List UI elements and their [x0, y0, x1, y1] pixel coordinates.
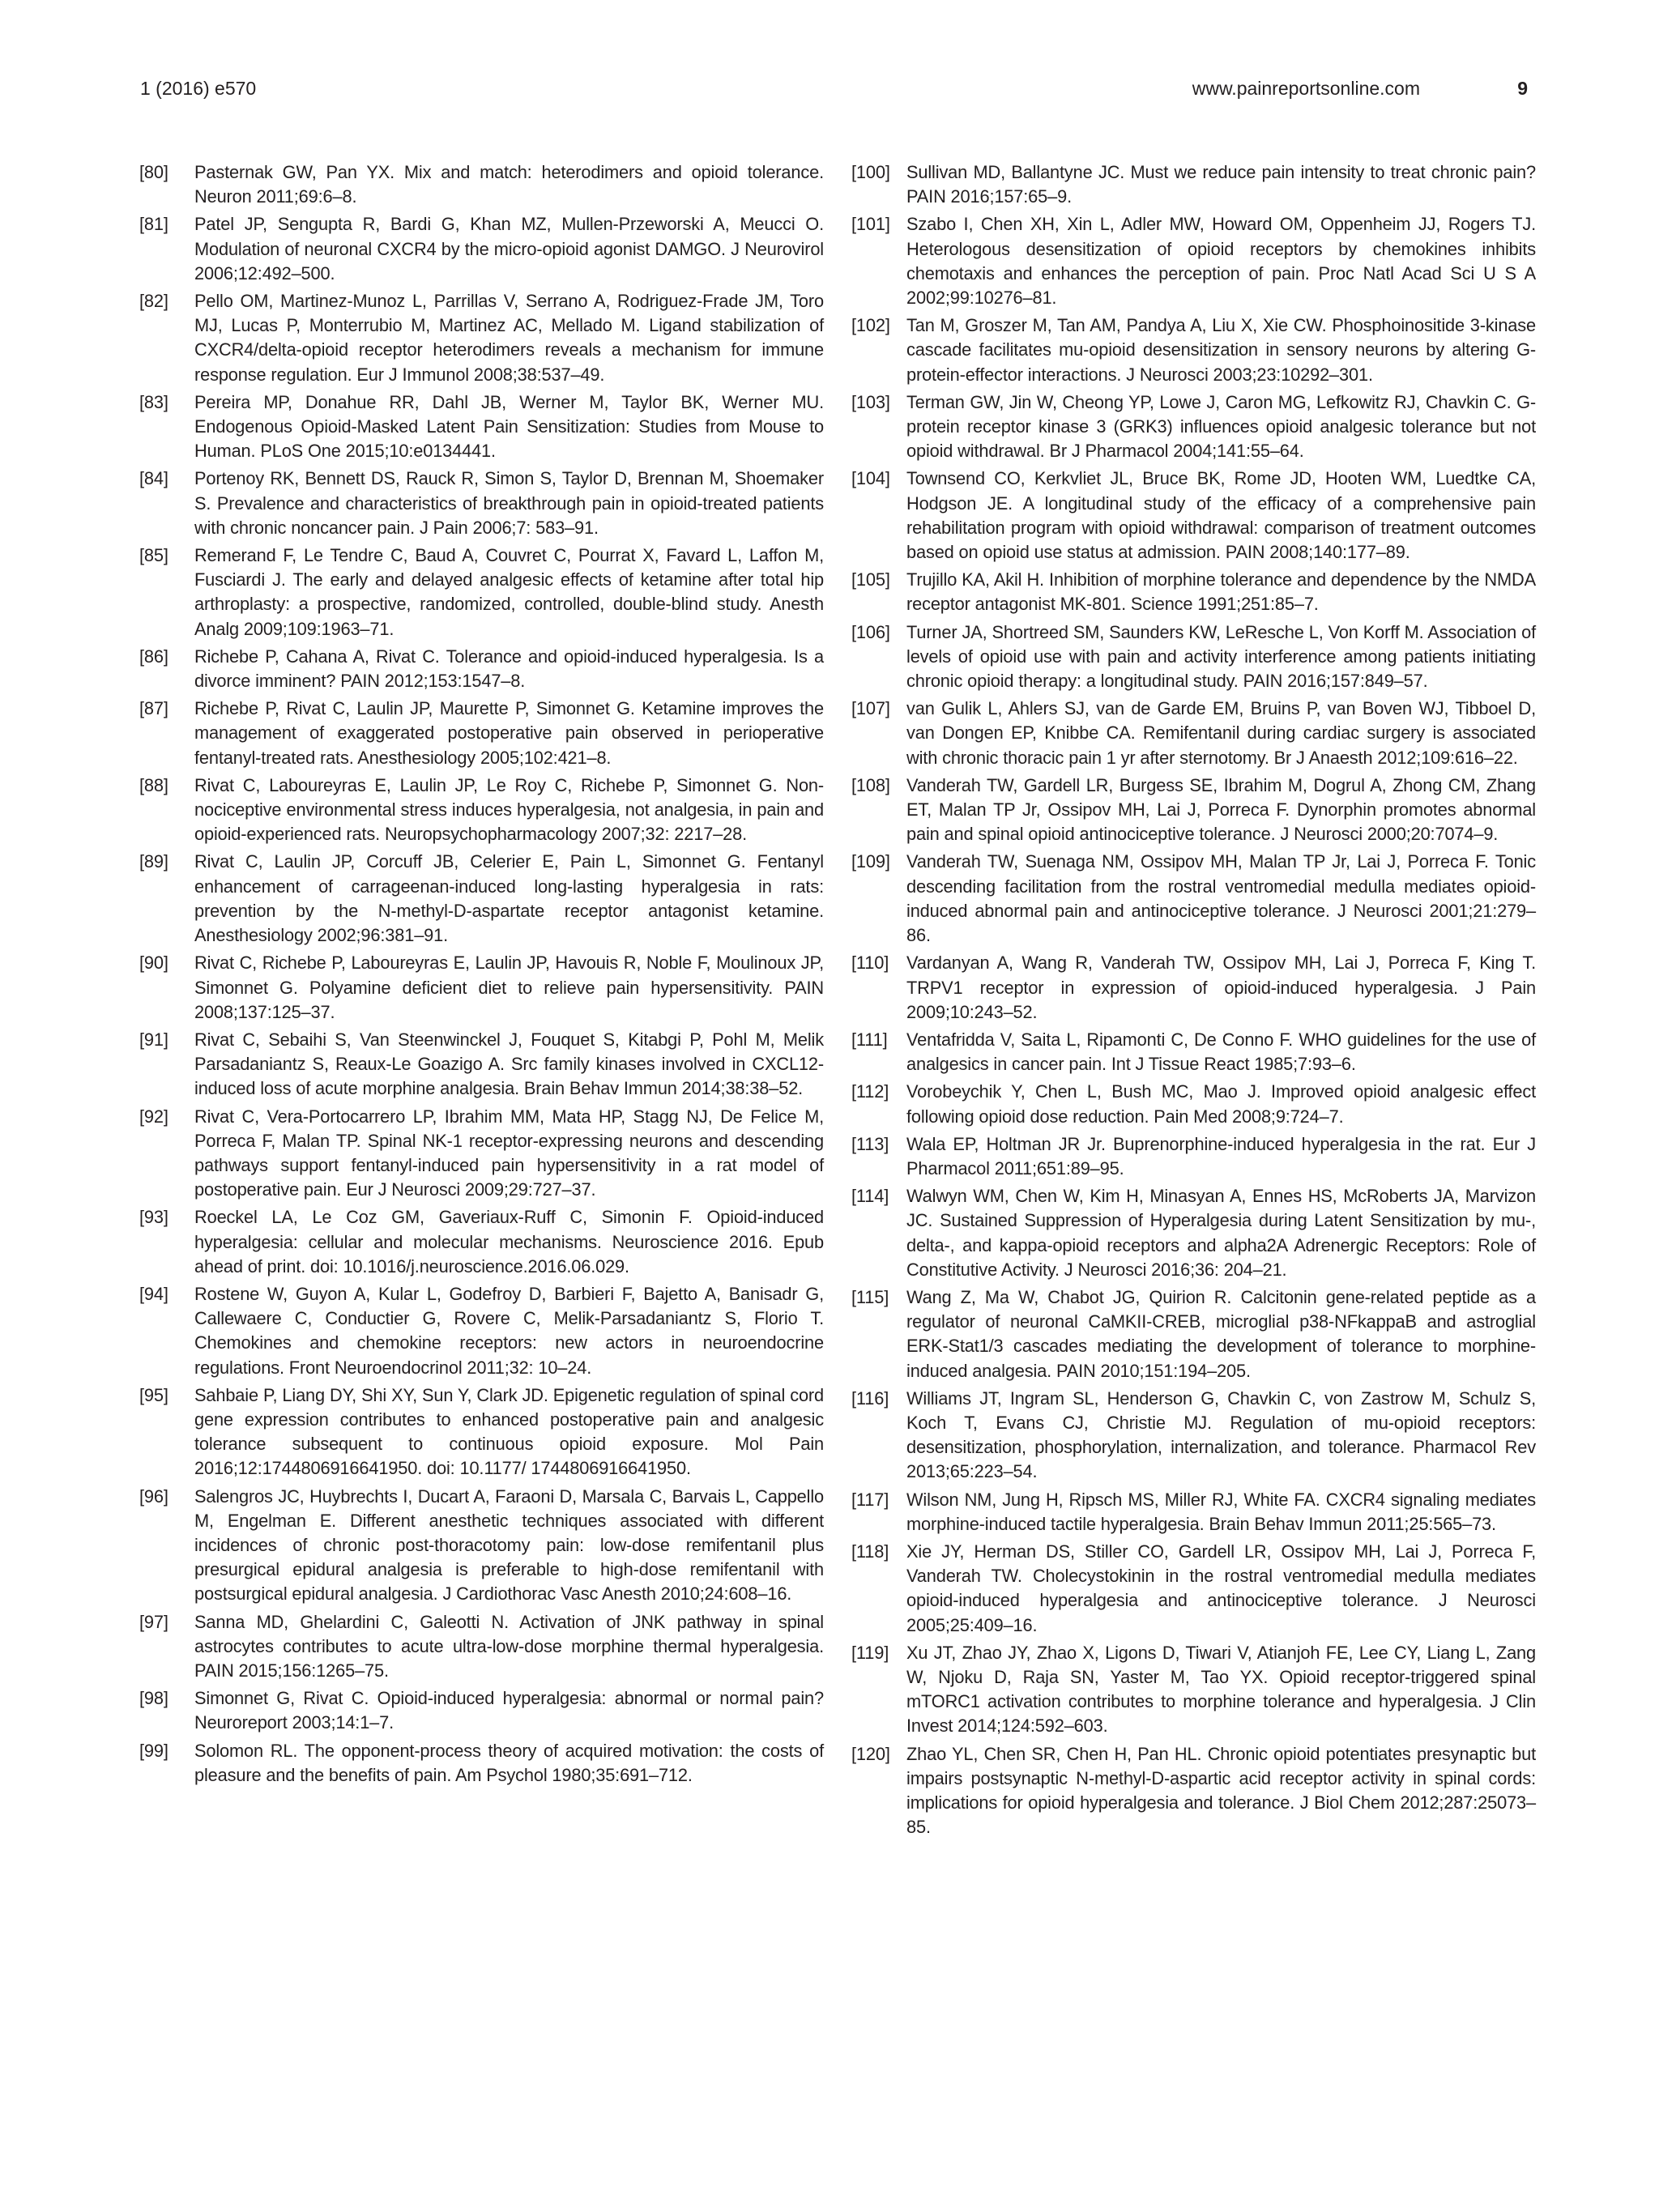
reference-number: [119] — [851, 1642, 889, 1663]
reference-number: [104] — [851, 468, 890, 489]
reference-entry — [851, 1028, 1536, 1076]
reference-entry — [139, 697, 824, 770]
reference-entry — [139, 951, 824, 1025]
reference-number: [90] — [139, 953, 168, 974]
reference-entry — [139, 1282, 824, 1380]
reference-text: Townsend CO, Kerkvliet JL, Bruce BK, Rome JD, Hooten WM, Luedtke CA, Hodgson JE. A longitudinal study of the efficacy of a comprehensive pain rehabilitation program with opioid withdrawal: comparison of treatment outcomes based on opioid use status at admission. PAIN 2008;140:177–89. — [906, 468, 1536, 563]
reference-entry — [139, 1686, 824, 1735]
reference-text: Pasternak GW, Pan YX. Mix and match: heterodimers and opioid tolerance. Neuron 2011;69:6–8. — [194, 162, 824, 207]
reference-number: [82] — [139, 291, 168, 312]
reference-entry — [139, 390, 824, 464]
journal-url[interactable]: www.painreportsonline.com — [1192, 78, 1420, 99]
reference-text: van Gulik L, Ahlers SJ, van de Garde EM, Bruins P, van Boven WJ, Tibboel D, van Dongen EP, Knibbe CA. Remifentanil during cardiac surgery is associated with chronic thoracic pain 1 yr after sternotomy. Br J Anaesth 2012;109:616–22. — [906, 698, 1536, 768]
reference-entry — [851, 1080, 1536, 1128]
reference-text: Salengros JC, Huybrechts I, Ducart A, Faraoni D, Marsala C, Barvais L, Cappello M, Engelman E. Different anesthetic techniques associated with different incidences of chronic post-thoracotomy pain: low-dose remifentanil plus presurgical epidural analgesia is preferable to high-dose remifentanil with postsurgical epidural analgesia. J Cardiothorac Vasc Anesth 2010;24:608–16. — [194, 1485, 824, 1605]
page-header — [140, 78, 1528, 105]
reference-entry — [139, 1739, 824, 1788]
reference-number: [88] — [139, 774, 168, 795]
reference-text: Terman GW, Jin W, Cheong YP, Lowe J, Caron MG, Lefkowitz RJ, Chavkin C. G-protein receptor kinase 3 (GRK3) influences opioid analgesic tolerance but not opioid withdrawal. Br J Pharmacol 2004;141:55–64. — [906, 391, 1536, 462]
reference-entry — [851, 1641, 1536, 1739]
reference-text: Rostene W, Guyon A, Kular L, Godefroy D, Barbieri F, Bajetto A, Banisadr G, Callewaere C, Conductier G, Rovere C, Melik-Parsadaniantz S, Florio T. Chemokines and chemokine receptors: new actors in neuroendocrine regulations. Front Neuroendocrinol 2011;32: 10–24. — [194, 1283, 824, 1378]
reference-number: [113] — [851, 1133, 889, 1154]
reference-text: Ventafridda V, Saita L, Ripamonti C, De Conno F. WHO guidelines for the use of analgesics in cancer pain. Int J Tissue React 1985;7:93–6. — [906, 1029, 1536, 1075]
reference-number: [120] — [851, 1743, 890, 1764]
reference-number: [94] — [139, 1283, 168, 1304]
reference-text: Roeckel LA, Le Coz GM, Gaveriaux-Ruff C, Simonin F. Opioid-induced hyperalgesia: cellular and molecular mechanisms. Neuroscience 2016. Epub ahead of print. doi: 10.1016/j.neuroscience.2016.06.029. — [194, 1207, 824, 1276]
reference-text: Sanna MD, Ghelardini C, Galeotti N. Activation of JNK pathway in spinal astrocytes contributes to acute ultra-low-dose morphine thermal hyperalgesia. PAIN 2015;156:1265–75. — [194, 1611, 824, 1681]
reference-number: [108] — [851, 774, 890, 795]
reference-number: [114] — [851, 1186, 889, 1207]
reference-entry — [851, 774, 1536, 847]
reference-number: [116] — [851, 1387, 889, 1409]
reference-number: [112] — [851, 1081, 889, 1102]
reference-text: Patel JP, Sengupta R, Bardi G, Khan MZ, Mullen-Przeworski A, Meucci O. Modulation of neuronal CXCR4 by the micro-opioid agonist DAMGO. J Neurovirol 2006;12:492–500. — [194, 214, 824, 283]
reference-text: Vanderah TW, Suenaga NM, Ossipov MH, Malan TP Jr, Lai J, Porreca F. Tonic descending facilitation from the rostral ventromedial medulla mediates opioid-induced abnormal pain and antinociceptive tolerance. J Neurosci 2001;21:279–86. — [906, 851, 1536, 946]
reference-number: [99] — [139, 1740, 168, 1761]
reference-text: Rivat C, Sebaihi S, Van Steenwinckel J, Fouquet S, Kitabgi P, Pohl M, Melik Parsadaniantz S, Reaux-Le Goazigo A. Src family kinases involved in CXCL12-induced loss of acute morphine analgesia. Brain Behav Immun 2014;38:38–52. — [194, 1029, 824, 1099]
reference-number: [111] — [851, 1029, 888, 1050]
reference-text: Wilson NM, Jung H, Ripsch MS, Miller RJ, White FA. CXCR4 signaling mediates morphine-induced tactile hyperalgesia. Brain Behav Immun 2011;25:565–73. — [906, 1489, 1536, 1534]
reference-entry — [851, 467, 1536, 565]
reference-text: Rivat C, Laulin JP, Corcuff JB, Celerier E, Pain L, Simonnet G. Fentanyl enhancement of carrageenan-induced long-lasting hyperalgesia in rats: prevention by the N-methyl-D-aspartate receptor antagonist ketamine. Anesthesiology 2002;96:381–91. — [194, 851, 824, 946]
reference-text: Pello OM, Martinez-Munoz L, Parrillas V, Serrano A, Rodriguez-Frade JM, Toro MJ, Lucas P, Monterrubio M, Martinez AC, Mellado M. Ligand stabilization of CXCR4/delta-opioid receptor heterodimers reveals a mechanism for immune response regulation. Eur J Immunol 2008;38:537–49. — [194, 291, 824, 385]
reference-number: [86] — [139, 646, 168, 667]
reference-text: Turner JA, Shortreed SM, Saunders KW, LeResche L, Von Korff M. Association of levels of opioid use with pain and activity interference among patients initiating chronic opioid therapy: a longitudinal study. PAIN 2016;157:849–57. — [906, 621, 1536, 692]
reference-entry — [851, 620, 1536, 694]
reference-entry — [139, 645, 824, 693]
reference-text: Pereira MP, Donahue RR, Dahl JB, Werner M, Taylor BK, Werner MU. Endogenous Opioid-Masked Latent Pain Sensitization: Studies from Mouse to Human. PLoS One 2015;10:e0134441. — [194, 391, 824, 462]
reference-entry — [139, 1485, 824, 1607]
reference-number: [110] — [851, 953, 889, 974]
reference-number: [106] — [851, 621, 890, 642]
reference-number: [98] — [139, 1688, 168, 1709]
reference-text: Sullivan MD, Ballantyne JC. Must we reduce pain intensity to treat chronic pain? PAIN 2016;157:65–9. — [906, 162, 1536, 207]
reference-entry — [851, 697, 1536, 770]
reference-entry — [139, 1028, 824, 1102]
reference-text: Richebe P, Rivat C, Laulin JP, Maurette P, Simonnet G. Ketamine improves the management of exaggerated postoperative pain observed in perioperative fentanyl-treated rats. Anesthesiology 2005;102:421–8. — [194, 698, 824, 768]
reference-number: [96] — [139, 1485, 168, 1507]
reference-text: Wang Z, Ma W, Chabot JG, Quirion R. Calcitonin gene-related peptide as a regulator of neuronal CaMKII-CREB, microglial p38-NFkappaB and astroglial ERK-Stat1/3 cascades mediating the development of tolerance to morphine-induced analgesia. PAIN 2010;151:194–205. — [906, 1286, 1536, 1381]
reference-number: [105] — [851, 569, 890, 590]
reference-entry — [851, 313, 1536, 387]
reference-number: [100] — [851, 162, 890, 182]
reference-number: [102] — [851, 315, 890, 336]
reference-text: Simonnet G, Rivat C. Opioid-induced hyperalgesia: abnormal or normal pain? Neuroreport 2003;14:1–7. — [194, 1688, 824, 1733]
reference-number: [118] — [851, 1541, 889, 1562]
reference-entry — [139, 160, 824, 209]
reference-text: Trujillo KA, Akil H. Inhibition of morphine tolerance and dependence by the NMDA receptor antagonist MK-801. Science 1991;251:85–7. — [906, 569, 1536, 615]
reference-entry — [139, 1610, 824, 1684]
reference-text: Szabo I, Chen XH, Xin L, Adler MW, Howard OM, Oppenheim JJ, Rogers TJ. Heterologous desensitization of opioid receptors by chemokines inhibits chemotaxis and enhances the perception of pain. Proc Natl Acad Sci U S A 2002;99:10276–81. — [906, 214, 1536, 309]
reference-entry — [851, 1488, 1536, 1536]
reference-text: Rivat C, Laboureyras E, Laulin JP, Le Roy C, Richebe P, Simonnet G. Non-nociceptive environmental stress induces hyperalgesia, not analgesia, in pain and opioid-experienced rats. Neuropsychopharmacology 2007;32: 2217–28. — [194, 774, 824, 845]
reference-text: Xie JY, Herman DS, Stiller CO, Gardell LR, Ossipov MH, Lai J, Porreca F, Vanderah TW. Cholecystokinin in the rostral ventromedial medulla mediates opioid-induced hyperalgesia and antinociceptive tolerance. J Neurosci 2005;25:409–16. — [906, 1541, 1536, 1635]
reference-text: Walwyn WM, Chen W, Kim H, Minasyan A, Ennes HS, McRoberts JA, Marvizon JC. Sustained Suppression of Hyperalgesia during Latent Sensitization by mu-, delta-, and kappa-opioid receptors and alpha2A Adrenergic Receptors: Role of Constitutive Activity. J Neurosci 2016;36: 204–21. — [906, 1186, 1536, 1280]
reference-text: Vardanyan A, Wang R, Vanderah TW, Ossipov MH, Lai J, Porreca F, King T. TRPV1 receptor in expression of opioid-induced hyperalgesia. J Pain 2009;10:243–52. — [906, 953, 1536, 1022]
reference-entry — [139, 774, 824, 847]
reference-entry — [139, 850, 824, 948]
reference-entry — [851, 1285, 1536, 1383]
references-right-column — [851, 160, 1536, 1843]
page-number: 9 — [1517, 78, 1528, 99]
reference-entry — [139, 1105, 824, 1203]
reference-entry — [139, 212, 824, 286]
reference-entry — [851, 951, 1536, 1025]
reference-entry — [139, 543, 824, 641]
reference-number: [85] — [139, 545, 168, 566]
reference-entry — [139, 1383, 824, 1481]
reference-entry — [851, 160, 1536, 209]
reference-text: Rivat C, Richebe P, Laboureyras E, Laulin JP, Havouis R, Noble F, Moulinoux JP, Simonnet G. Polyamine deficient diet to relieve pain hypersensitivity. PAIN 2008;137:125–37. — [194, 953, 824, 1022]
reference-entry — [851, 1132, 1536, 1181]
reference-number: [84] — [139, 468, 168, 489]
reference-text: Sahbaie P, Liang DY, Shi XY, Sun Y, Clark JD. Epigenetic regulation of spinal cord gene expression contributes to enhanced postoperative pain and analgesic tolerance subsequent to continuous opioid exposure. Mol Pain 2016;12:1744806916641950. doi: 10.1177/ 1744806916641950. — [194, 1384, 824, 1479]
reference-text: Vorobeychik Y, Chen L, Bush MC, Mao J. Improved opioid analgesic effect following opioid dose reduction. Pain Med 2008;9:724–7. — [906, 1081, 1536, 1127]
reference-number: [87] — [139, 698, 168, 719]
reference-number: [81] — [139, 214, 168, 235]
reference-number: [93] — [139, 1207, 168, 1228]
reference-text: Williams JT, Ingram SL, Henderson G, Chavkin C, von Zastrow M, Schulz S, Koch T, Evans CJ, Christie MJ. Regulation of mu-opioid receptors: desensitization, phosphorylation, internalization, and tolerance. Pharmacol Rev 2013;65:223–54. — [906, 1387, 1536, 1482]
reference-entry — [851, 1742, 1536, 1840]
reference-text: Richebe P, Cahana A, Rivat C. Tolerance and opioid-induced hyperalgesia. Is a divorce imminent? PAIN 2012;153:1547–8. — [194, 646, 824, 692]
reference-text: Remerand F, Le Tendre C, Baud A, Couvret C, Pourrat X, Favard L, Laffon M, Fusciardi J. The early and delayed analgesic effects of ketamine after total hip arthroplasty: a prospective, randomized, controlled, double-blind study. Anesth Analg 2009;109:1963–71. — [194, 545, 824, 639]
reference-text: Xu JT, Zhao JY, Zhao X, Ligons D, Tiwari V, Atianjoh FE, Lee CY, Liang L, Zang W, Njoku D, Raja SN, Yaster M, Tao YX. Opioid receptor-triggered spinal mTORC1 activation contributes to morphine tolerance and hyperalgesia. J Clin Invest 2014;124:592–603. — [906, 1642, 1536, 1737]
reference-text: Vanderah TW, Gardell LR, Burgess SE, Ibrahim M, Dogrul A, Zhong CM, Zhang ET, Malan TP Jr, Ossipov MH, Lai J, Porreca F. Dynorphin promotes abnormal pain and spinal opioid antinociceptive tolerance. J Neurosci 2000;20:7074–9. — [906, 774, 1536, 845]
reference-text: Zhao YL, Chen SR, Chen H, Pan HL. Chronic opioid potentiates presynaptic but impairs postsynaptic N-methyl-D-aspartic acid receptor activity in spinal cords: implications for opioid hyperalgesia and tolerance. J Biol Chem 2012;287:25073–85. — [906, 1743, 1536, 1838]
references-left-column — [139, 160, 824, 1791]
reference-number: [89] — [139, 851, 168, 872]
reference-entry — [139, 289, 824, 387]
reference-entry — [851, 212, 1536, 310]
reference-entry — [851, 1540, 1536, 1638]
reference-number: [109] — [851, 851, 890, 872]
reference-number: [95] — [139, 1384, 168, 1405]
reference-number: [83] — [139, 391, 168, 412]
reference-text: Solomon RL. The opponent-process theory of acquired motivation: the costs of pleasure and the benefits of pain. Am Psychol 1980;35:691–712. — [194, 1740, 824, 1785]
reference-entry — [139, 1205, 824, 1279]
reference-entry — [851, 1184, 1536, 1282]
reference-text: Tan M, Groszer M, Tan AM, Pandya A, Liu X, Xie CW. Phosphoinositide 3-kinase cascade facilitates mu-opioid desensitization in sensory neurons by altering G-protein-effector interactions. J Neurosci 2003;23:10292–301. — [906, 315, 1536, 385]
journal-citation: 1 (2016) e570 — [140, 78, 257, 99]
reference-number: [103] — [851, 391, 890, 412]
reference-entry — [851, 1387, 1536, 1485]
reference-number: [115] — [851, 1286, 889, 1307]
reference-entry — [139, 467, 824, 540]
reference-text: Wala EP, Holtman JR Jr. Buprenorphine-induced hyperalgesia in the rat. Eur J Pharmacol 2011;651:89–95. — [906, 1133, 1536, 1178]
reference-number: [80] — [139, 162, 168, 182]
reference-number: [107] — [851, 698, 890, 719]
reference-entry — [851, 850, 1536, 948]
reference-number: [91] — [139, 1029, 168, 1050]
reference-entry — [851, 568, 1536, 616]
reference-text: Portenoy RK, Bennett DS, Rauck R, Simon S, Taylor D, Brennan M, Shoemaker S. Prevalence and characteristics of breakthrough pain in opioid-treated patients with chronic noncancer pain. J Pain 2006;7: 583–91. — [194, 468, 824, 538]
reference-number: [117] — [851, 1489, 889, 1510]
reference-number: [101] — [851, 214, 890, 235]
reference-number: [97] — [139, 1611, 168, 1632]
reference-entry — [851, 390, 1536, 464]
reference-text: Rivat C, Vera-Portocarrero LP, Ibrahim MM, Mata HP, Stagg NJ, De Felice M, Porreca F, Malan TP. Spinal NK-1 receptor-expressing neurons and descending pathways support fentanyl-induced pain hypersensitivity in a rat model of postoperative pain. Eur J Neurosci 2009;29:727–37. — [194, 1106, 824, 1200]
reference-number: [92] — [139, 1106, 168, 1127]
